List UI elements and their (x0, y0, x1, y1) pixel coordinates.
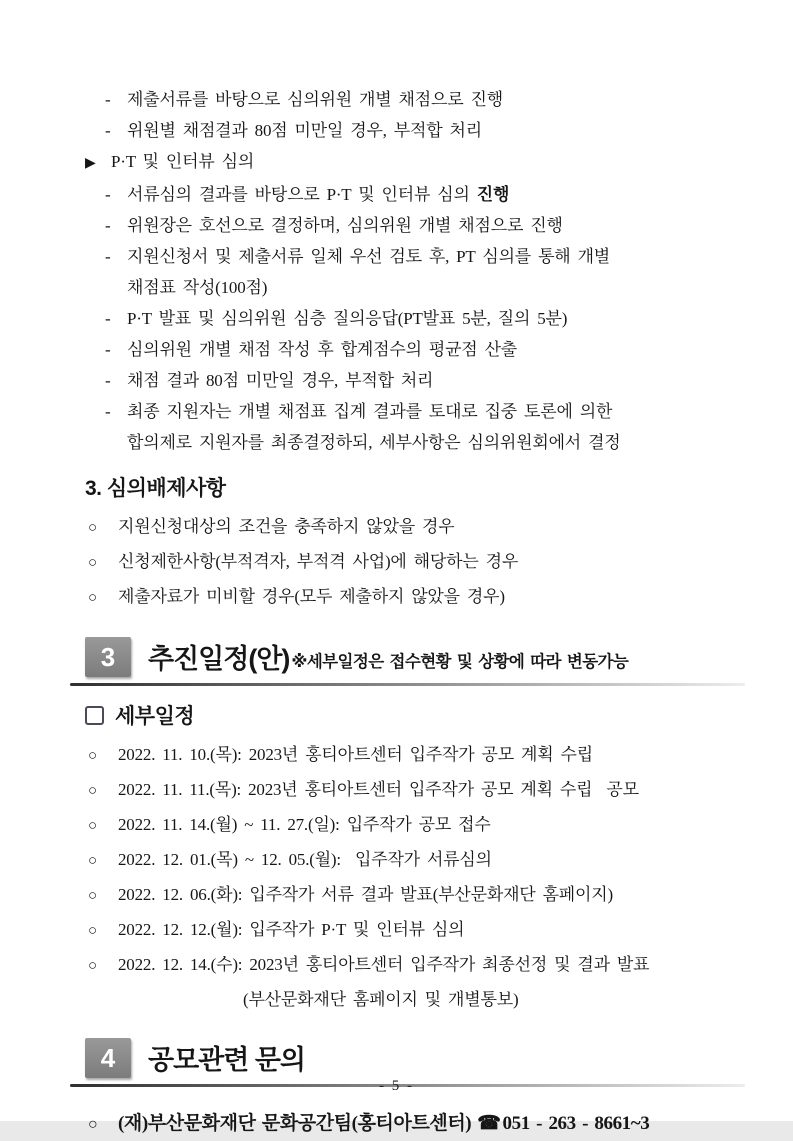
circle-bullet-icon: ○ (88, 923, 97, 939)
list-item (85, 272, 745, 303)
bullet-icon: - (105, 216, 111, 235)
schedule-item (85, 738, 745, 773)
list-item (85, 396, 745, 427)
bullet-icon: - (105, 371, 111, 390)
subheading-text: 세부일정 (115, 705, 195, 728)
circle-bullet-icon: ○ (88, 818, 97, 834)
list-item-text: 채점표 작성(100점) (127, 278, 268, 297)
exclusion-list (85, 510, 745, 615)
list-item (85, 545, 745, 580)
circle-bullet-icon: ○ (88, 1116, 98, 1133)
list-item-text: P·T 발표 및 심의위원 심층 질의응답(PT발표 5분, 질의 5분) (127, 309, 568, 328)
list-item (85, 510, 745, 545)
list-item-text: 위원별 채점결과 80점 미만일 경우, 부적합 처리 (127, 121, 482, 140)
section-title: 추진일정(안) (148, 644, 290, 674)
circle-bullet-icon: ○ (88, 853, 97, 869)
bullet-icon: - (105, 247, 111, 266)
schedule-subheading (85, 700, 745, 730)
list-item (85, 210, 745, 241)
review-process-list (85, 84, 745, 458)
page-number: - 5 - (379, 1078, 414, 1094)
schedule-item-text: 2022. 12. 14.(수): 2023년 홍티아트센터 입주작가 최종선정 및 결과 발표 (118, 955, 650, 974)
list-item-text: 제출자료가 미비할 경우(모두 제출하지 않았을 경우) (118, 587, 505, 606)
schedule-item-text: 2022. 12. 12.(월): 입주작가 P·T 및 인터뷰 심의 (118, 920, 465, 939)
bullet-icon: - (105, 340, 111, 359)
list-item-text: 제출서류를 바탕으로 심의위원 개별 채점으로 진행 (127, 90, 503, 109)
schedule-item (85, 843, 745, 878)
list-item-text: 최종 지원자는 개별 채점표 집계 결과를 토대로 집중 토론에 의한 (127, 402, 613, 421)
exclusion-heading: 3. 심의배제사항 (85, 477, 226, 500)
list-item (85, 146, 745, 179)
list-item (85, 334, 745, 365)
list-item-text: 지원신청대상의 조건을 충족하지 않았을 경우 (118, 517, 455, 536)
schedule-item-text: 2022. 12. 06.(화): 입주작가 서류 결과 발표(부산문화재단 홈페이지) (118, 885, 613, 904)
contact-text: (재)부산문화재단 문화공간팀(홍티아트센터) (118, 1113, 472, 1134)
phone-number: 051 - 263 - 8661~3 (502, 1113, 650, 1134)
bullet-icon: - (105, 402, 111, 421)
contact-line (85, 1107, 745, 1141)
bullet-icon: - (105, 121, 111, 140)
list-item (85, 179, 745, 210)
list-item-text: 지원신청서 및 제출서류 일체 우선 검토 후, PT 심의를 통해 개별 (127, 247, 611, 266)
list-item-text: 합의제로 지원자를 최종결정하되, 세부사항은 심의위원회에서 결정 (127, 433, 621, 452)
bullet-icon: - (105, 90, 111, 109)
circle-bullet-icon: ○ (88, 555, 97, 571)
section-divider (70, 683, 745, 686)
schedule-item (85, 878, 745, 913)
list-item (85, 580, 745, 615)
list-item-text: P·T 및 인터뷰 심의 (111, 152, 255, 171)
list-item (85, 241, 745, 272)
list-item-text: 위원장은 호선으로 결정하며, 심의위원 개별 채점으로 진행 (127, 216, 563, 235)
circle-bullet-icon: ○ (88, 748, 97, 764)
list-item-text: 신청제한사항(부적격자, 부적격 사업)에 해당하는 경우 (118, 552, 519, 571)
list-item (85, 365, 745, 396)
list-item-text: 채점 결과 80점 미만일 경우, 부적합 처리 (127, 371, 434, 390)
schedule-item (85, 808, 745, 843)
schedule-item (85, 773, 745, 808)
schedule-item-text: (부산문화재단 홈페이지 및 개별통보) (243, 990, 519, 1009)
circle-bullet-icon: ○ (88, 783, 97, 799)
square-outline-icon (85, 706, 104, 725)
section-title: 공모관련 문의 (148, 1045, 305, 1075)
schedule-item-text: 2022. 11. 10.(목): 2023년 홍티아트센터 입주작가 공모 계획 수립 (118, 745, 593, 764)
list-item (85, 427, 745, 458)
schedule-item (85, 948, 745, 983)
section-banner-schedule (85, 637, 745, 677)
bullet-icon: - (105, 185, 111, 204)
phone-icon: ☎ (477, 1113, 501, 1134)
schedule-list (85, 738, 745, 1016)
schedule-item (243, 983, 745, 1016)
section-number-badge: 4 (85, 1038, 131, 1078)
schedule-item-text: 2022. 11. 14.(월) ~ 11. 27.(일): 입주작가 공모 접수 (118, 815, 491, 834)
bullet-icon: ▶ (85, 156, 96, 171)
section-banner-contact (85, 1038, 745, 1078)
circle-bullet-icon: ○ (88, 888, 97, 904)
list-item (85, 84, 745, 115)
circle-bullet-icon: ○ (88, 590, 97, 606)
section-number-badge: 3 (85, 637, 131, 677)
list-item (85, 303, 745, 334)
schedule-item-text: 2022. 11. 11.(목): 2023년 홍티아트센터 입주작가 공모 계획 수립 공모 (118, 780, 639, 799)
list-item-text: 심의위원 개별 채점 작성 후 합계점수의 평균점 산출 (127, 340, 518, 359)
circle-bullet-icon: ○ (88, 958, 97, 974)
bullet-icon: - (105, 309, 111, 328)
schedule-item (85, 913, 745, 948)
section-note: ※세부일정은 접수현황 및 상황에 따라 변동가능 (291, 653, 629, 671)
list-item (85, 115, 745, 146)
list-item-text: 서류심의 결과를 바탕으로 P·T 및 인터뷰 심의 진행 (127, 185, 510, 204)
schedule-item-text: 2022. 12. 01.(목) ~ 12. 05.(월): 입주작가 서류심의 (118, 850, 492, 869)
circle-bullet-icon: ○ (88, 520, 97, 536)
